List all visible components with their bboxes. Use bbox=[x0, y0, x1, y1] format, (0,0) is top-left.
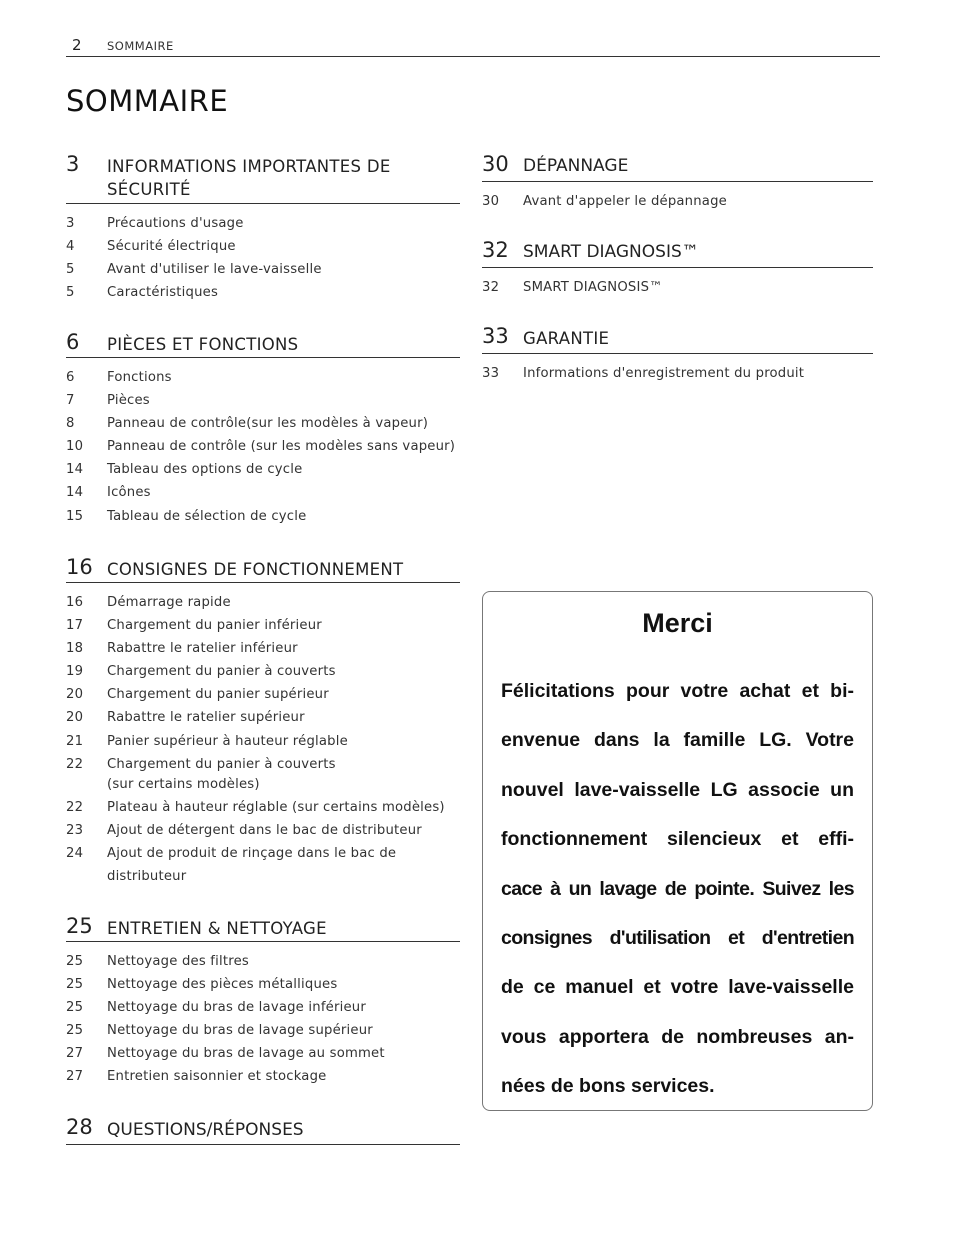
entry-page-number: 23 bbox=[66, 822, 84, 838]
entry-page-number: 16 bbox=[66, 595, 84, 610]
toc-entry[interactable] bbox=[66, 412, 460, 435]
page-title: SOMMAIRE bbox=[66, 84, 229, 118]
toc-section-warranty bbox=[482, 324, 873, 385]
entry-title: Nettoyage du bras de lavage au sommet bbox=[107, 1046, 385, 1062]
entry-title: Nettoyage des pièces métalliques bbox=[107, 977, 338, 993]
message-line: nées de bons services. bbox=[501, 1075, 715, 1098]
entry-title: Avant d'appeler le dépannage bbox=[523, 194, 727, 209]
toc-entry[interactable] bbox=[66, 842, 460, 888]
toc-entry[interactable] bbox=[66, 706, 460, 729]
entry-title-line: distributeur bbox=[107, 868, 187, 884]
toc-entry[interactable] bbox=[66, 591, 460, 614]
entry-page-number: 15 bbox=[66, 508, 84, 524]
toc-section-troubleshooting bbox=[482, 152, 873, 213]
section-entries bbox=[66, 366, 460, 528]
entry-page-number: 24 bbox=[66, 845, 84, 861]
page-number: 2 bbox=[72, 36, 82, 54]
toc-section-operation bbox=[66, 555, 460, 888]
section-entries bbox=[66, 212, 460, 304]
section-heading[interactable] bbox=[66, 330, 460, 358]
entry-page-number: 20 bbox=[66, 710, 84, 726]
section-heading[interactable] bbox=[66, 555, 460, 583]
entry-title: Pièces bbox=[107, 393, 150, 409]
section-page-number: 6 bbox=[66, 330, 80, 354]
section-title: PIÈCES ET FONCTIONS bbox=[107, 335, 299, 354]
entry-page-number: 14 bbox=[66, 485, 84, 501]
entry-page-number: 7 bbox=[66, 393, 75, 409]
toc-entry[interactable] bbox=[66, 730, 460, 753]
section-title: INFORMATIONS IMPORTANTES DE SÉCURITÉ bbox=[107, 157, 391, 199]
entry-page-number: 25 bbox=[66, 1023, 84, 1039]
entry-page-number: 32 bbox=[482, 280, 500, 295]
section-page-number: 28 bbox=[66, 1115, 93, 1139]
toc-entry[interactable] bbox=[66, 1065, 460, 1088]
section-page-number: 25 bbox=[66, 914, 93, 938]
section-heading[interactable] bbox=[66, 914, 460, 942]
entry-title: Fonctions bbox=[107, 370, 172, 385]
toc-entry[interactable] bbox=[482, 362, 873, 385]
message-line: Félicitations pour votre achat et bi- bbox=[501, 680, 854, 702]
entry-title: Rabattre le ratelier inférieur bbox=[107, 641, 298, 657]
toc-entry[interactable] bbox=[66, 458, 460, 481]
entry-title: Sécurité électrique bbox=[107, 239, 236, 255]
section-title: GARANTIE bbox=[523, 329, 610, 348]
entry-page-number: 10 bbox=[66, 439, 84, 455]
entry-title-line: Ajout de produit de rinçage dans le bac de bbox=[107, 845, 397, 861]
entry-title: Nettoyage du bras de lavage supérieur bbox=[107, 1023, 373, 1039]
page-header bbox=[66, 36, 880, 57]
toc-entry[interactable] bbox=[66, 366, 460, 389]
toc-entry[interactable] bbox=[482, 276, 873, 299]
section-heading[interactable] bbox=[66, 1115, 460, 1145]
toc-entry[interactable] bbox=[66, 235, 460, 258]
thank-you-box bbox=[482, 591, 873, 1111]
toc-entry[interactable] bbox=[66, 1019, 460, 1042]
entry-title bbox=[107, 753, 460, 796]
toc-entry[interactable] bbox=[66, 753, 460, 796]
toc-entry[interactable] bbox=[482, 190, 873, 213]
entry-page-number: 27 bbox=[66, 1069, 84, 1085]
entry-page-number: 25 bbox=[66, 954, 84, 969]
entry-title: Démarrage rapide bbox=[107, 595, 231, 610]
toc-entry[interactable] bbox=[66, 435, 460, 458]
section-entries bbox=[66, 591, 460, 888]
entry-title: Informations d'enregistrement du produit bbox=[523, 366, 805, 381]
toc-entry[interactable] bbox=[66, 1042, 460, 1065]
toc-section-smart-diagnosis bbox=[482, 238, 873, 299]
toc-entry[interactable] bbox=[66, 281, 460, 304]
message-line: fonctionnement silencieux et effi- bbox=[501, 828, 854, 851]
entry-title-line: (sur certains modèles) bbox=[107, 776, 260, 792]
entry-page-number: 3 bbox=[66, 216, 75, 231]
toc-section-safety bbox=[66, 152, 460, 304]
entry-page-number: 14 bbox=[66, 462, 84, 478]
entry-title: Nettoyage des filtres bbox=[107, 954, 249, 969]
toc-entry[interactable] bbox=[66, 683, 460, 706]
section-page-number: 32 bbox=[482, 238, 509, 262]
section-heading[interactable] bbox=[482, 152, 873, 182]
message-line: vous apportera de nombreuses an- bbox=[501, 1025, 854, 1048]
message-line: cace à un lavage de pointe. Suivez les bbox=[501, 877, 854, 900]
entry-title: Tableau de sélection de cycle bbox=[107, 508, 307, 524]
entry-title: Entretien saisonnier et stockage bbox=[107, 1069, 327, 1085]
section-entries bbox=[482, 190, 873, 213]
entry-page-number: 5 bbox=[66, 262, 75, 278]
toc-entry[interactable] bbox=[66, 637, 460, 660]
entry-title: Avant d'utiliser le lave-vaisselle bbox=[107, 262, 322, 278]
entry-title: SMART DIAGNOSIS™ bbox=[523, 280, 663, 295]
entry-page-number: 30 bbox=[482, 194, 500, 209]
section-title: CONSIGNES DE FONCTIONNEMENT bbox=[107, 560, 404, 579]
section-page-number: 16 bbox=[66, 555, 93, 579]
entry-title: Chargement du panier inférieur bbox=[107, 618, 322, 634]
entry-title bbox=[107, 842, 460, 888]
thank-you-message bbox=[501, 667, 854, 1112]
entry-title: Panneau de contrôle(sur les modèles à vapeur) bbox=[107, 416, 429, 432]
entry-title: Panneau de contrôle (sur les modèles sans vapeur) bbox=[107, 439, 456, 455]
toc-section-maintenance bbox=[66, 914, 460, 1089]
entry-page-number: 19 bbox=[66, 664, 84, 680]
section-heading[interactable] bbox=[482, 324, 873, 354]
section-heading[interactable] bbox=[482, 238, 873, 268]
entry-page-number: 5 bbox=[66, 285, 75, 301]
message-line: consignes d'utilisation et d'entretien bbox=[501, 926, 854, 949]
toc-entry[interactable] bbox=[66, 996, 460, 1019]
toc-entry[interactable] bbox=[66, 660, 460, 683]
toc-entry[interactable] bbox=[66, 505, 460, 528]
toc-entry[interactable] bbox=[66, 212, 460, 235]
entry-title: Chargement du panier à couverts bbox=[107, 664, 336, 680]
section-page-number: 3 bbox=[66, 152, 80, 176]
entry-page-number: 33 bbox=[482, 366, 500, 381]
toc-section-parts bbox=[66, 330, 460, 528]
toc-entry[interactable] bbox=[66, 796, 460, 819]
toc-entry[interactable] bbox=[66, 258, 460, 281]
entry-title: Nettoyage du bras de lavage inférieur bbox=[107, 1000, 366, 1016]
section-title: DÉPANNAGE bbox=[523, 156, 629, 176]
toc-section-faq bbox=[66, 1115, 460, 1145]
section-entries bbox=[482, 362, 873, 385]
toc-entry[interactable] bbox=[66, 481, 460, 504]
entry-page-number: 22 bbox=[66, 756, 84, 772]
section-entries bbox=[66, 950, 460, 1089]
entry-title-line: Chargement du panier à couverts bbox=[107, 756, 336, 772]
entry-page-number: 6 bbox=[66, 370, 75, 385]
toc-entry[interactable] bbox=[66, 389, 460, 412]
section-title: SMART DIAGNOSIS™ bbox=[523, 242, 699, 262]
message-line: envenue dans la famille LG. Votre bbox=[501, 729, 854, 752]
entry-page-number: 17 bbox=[66, 618, 84, 634]
entry-page-number: 8 bbox=[66, 416, 75, 432]
entry-title: Précautions d'usage bbox=[107, 216, 244, 231]
section-title: QUESTIONS/RÉPONSES bbox=[107, 1120, 304, 1140]
running-header-title: SOMMAIRE bbox=[107, 39, 174, 53]
entry-title: Caractéristiques bbox=[107, 285, 219, 301]
entry-page-number: 18 bbox=[66, 641, 84, 657]
toc-entry[interactable] bbox=[66, 819, 460, 842]
entry-page-number: 22 bbox=[66, 799, 84, 815]
toc-entry[interactable] bbox=[66, 973, 460, 996]
entry-title: Rabattre le ratelier supérieur bbox=[107, 710, 305, 726]
entry-title: Plateau à hauteur réglable (sur certains modèles) bbox=[107, 799, 445, 815]
section-entries bbox=[482, 276, 873, 299]
entry-title: Tableau des options de cycle bbox=[107, 462, 303, 478]
section-title: ENTRETIEN & NETTOYAGE bbox=[107, 919, 327, 938]
entry-title: Icônes bbox=[107, 485, 151, 501]
entry-title: Ajout de détergent dans le bac de distributeur bbox=[107, 822, 422, 838]
entry-title: Chargement du panier supérieur bbox=[107, 687, 329, 703]
entry-page-number: 25 bbox=[66, 977, 84, 993]
entry-title: Panier supérieur à hauteur réglable bbox=[107, 733, 348, 749]
entry-page-number: 25 bbox=[66, 1000, 84, 1016]
toc-entry[interactable] bbox=[66, 614, 460, 637]
entry-page-number: 20 bbox=[66, 687, 84, 703]
section-page-number: 30 bbox=[482, 152, 509, 176]
message-line: nouvel lave-vaisselle LG associe un bbox=[501, 778, 854, 801]
thank-you-title: Merci bbox=[642, 608, 713, 638]
entry-page-number: 27 bbox=[66, 1046, 84, 1062]
message-line: de ce manuel et votre lave-vaisselle bbox=[501, 976, 854, 999]
toc-entry[interactable] bbox=[66, 950, 460, 973]
section-heading[interactable] bbox=[66, 152, 460, 204]
entry-page-number: 4 bbox=[66, 239, 75, 255]
entry-page-number: 21 bbox=[66, 733, 84, 749]
section-page-number: 33 bbox=[482, 324, 509, 348]
